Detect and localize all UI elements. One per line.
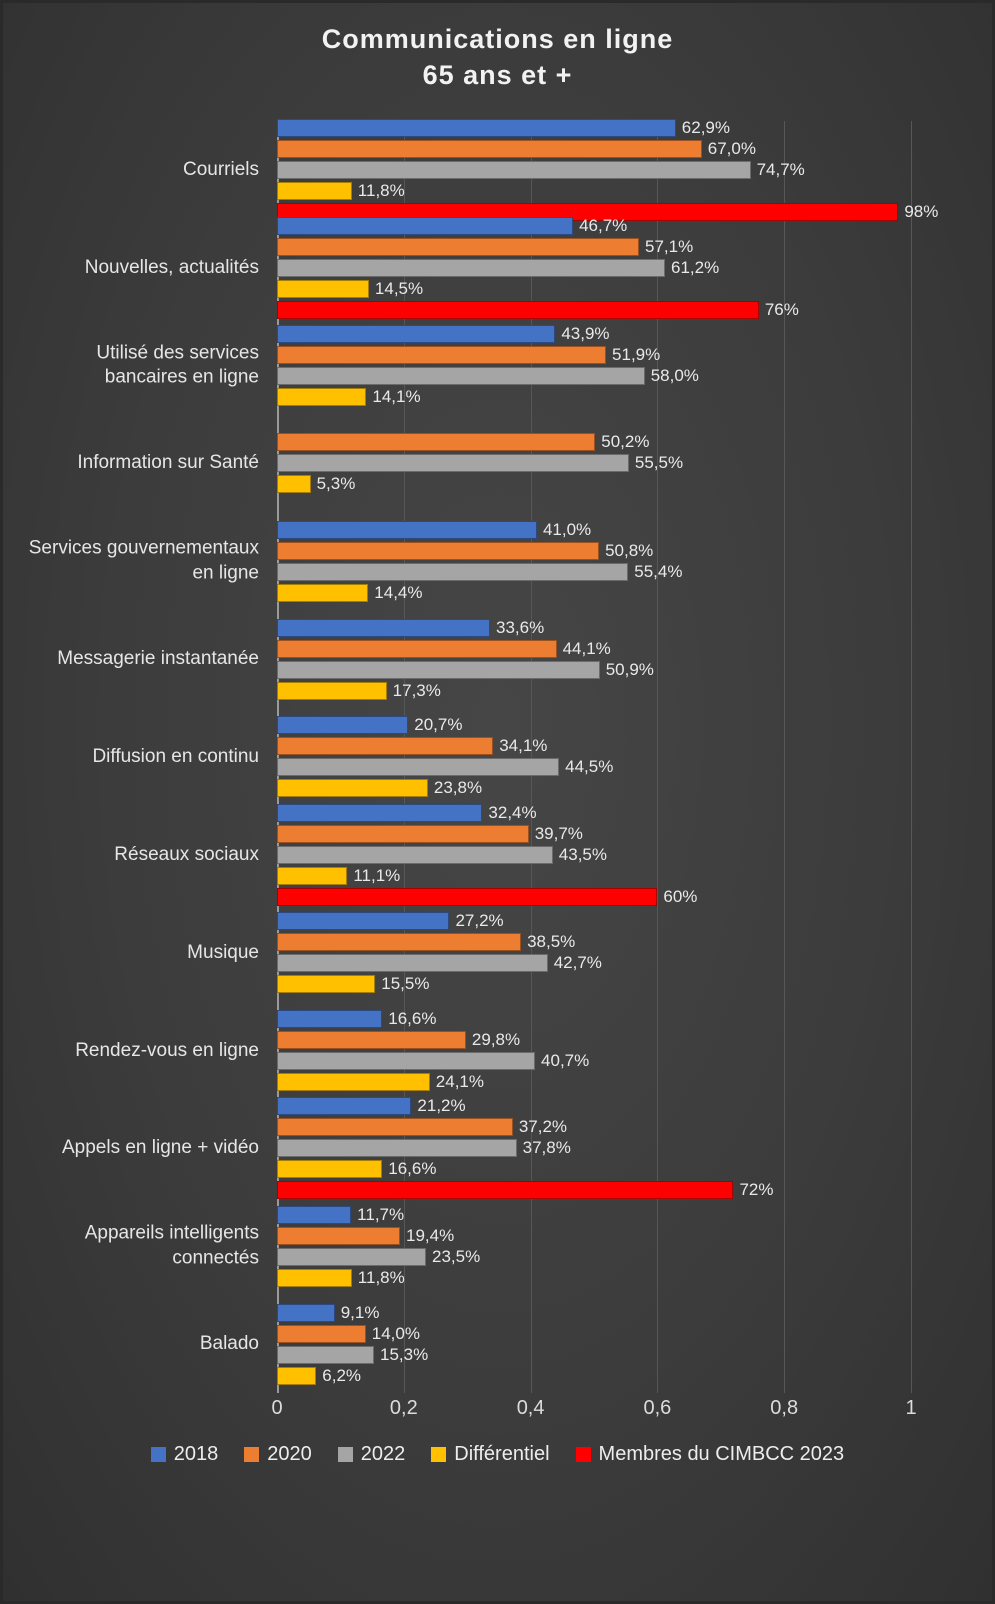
bar-value-label: 44,1%: [562, 638, 611, 658]
bar-value-label: 23,5%: [431, 1246, 481, 1266]
bar-value-label: 39,7%: [534, 823, 583, 843]
legend-swatch-icon: [244, 1447, 259, 1462]
bar-value-label: 11,8%: [357, 180, 405, 200]
bar-value-label: 15,3%: [380, 1344, 429, 1364]
bar-row: [277, 346, 911, 364]
bar-row: [277, 846, 911, 864]
bar-row: [277, 640, 911, 658]
bar-diff-rentiel: [277, 475, 311, 493]
bar-2020: [277, 1031, 466, 1049]
bar-value-label: 20,7%: [414, 715, 463, 735]
bar-row: [277, 825, 911, 843]
legend-item[interactable]: [244, 1443, 312, 1466]
category-group: [187, 904, 911, 1002]
bar-2018: [277, 325, 555, 343]
legend-swatch-icon: [431, 1447, 446, 1462]
category-label: Appels en ligne + vidéo: [61, 1137, 259, 1159]
bar-row: [277, 661, 911, 679]
bar-value-label: 55,4%: [634, 561, 683, 581]
bar-2020: [277, 433, 595, 451]
bar-row: [277, 1325, 911, 1343]
bar-row: [277, 954, 911, 972]
category-label: Rendez-vous en ligne: [75, 1039, 259, 1061]
bar-value-label: 17,3%: [392, 680, 441, 700]
bar-value-label: 43,5%: [558, 844, 607, 864]
bar-2022: [277, 1139, 517, 1157]
bar-value-label: 21,2%: [417, 1096, 466, 1116]
bar-value-label: 34,1%: [499, 736, 548, 756]
bar-2020: [277, 542, 599, 560]
bar-diff-rentiel: [277, 182, 352, 200]
bar-row: [277, 716, 911, 734]
bar-row: [277, 1139, 911, 1157]
bar-value-label: 76%: [764, 299, 799, 319]
bar-value-label: 29,8%: [471, 1030, 521, 1050]
bar-value-label: 5,3%: [316, 474, 356, 494]
bar-value-label: 11,1%: [353, 865, 401, 885]
bar-diff-rentiel: [277, 1367, 316, 1385]
bar-row: [277, 1367, 911, 1385]
bar-row: [277, 259, 911, 277]
bar-value-label: 50,8%: [605, 540, 654, 560]
bar-value-label: 33,6%: [496, 617, 545, 637]
legend-item[interactable]: [576, 1443, 845, 1466]
bar-value-label: 9,1%: [340, 1302, 380, 1322]
bar-value-label: 11,7%: [357, 1204, 405, 1224]
bar-2022: [277, 954, 548, 972]
category-label: Information sur Santé: [77, 452, 259, 474]
bar-row: [277, 140, 911, 158]
bar-diff-rentiel: [277, 867, 347, 885]
bar-value-label: 51,9%: [612, 345, 661, 365]
legend-item[interactable]: [431, 1443, 549, 1466]
bar-2022: [277, 846, 553, 864]
bar-row: [277, 182, 911, 200]
bar-row: [277, 1052, 911, 1070]
bar-2018: [277, 1206, 351, 1224]
bar-row: [277, 1073, 911, 1091]
legend-item[interactable]: [151, 1443, 219, 1466]
legend-label: Différentiel: [454, 1443, 550, 1465]
bar-value-label: 42,7%: [553, 953, 602, 973]
bar-row: [277, 737, 911, 755]
bar-2020: [277, 1325, 366, 1343]
bar-row: [277, 682, 911, 700]
bar-row: [277, 119, 911, 137]
bar-value-label: 40,7%: [541, 1051, 590, 1071]
bar-value-label: 6,2%: [322, 1365, 362, 1385]
bar-2018: [277, 1097, 411, 1115]
bar-value-label: 50,2%: [601, 432, 650, 452]
bar-value-label: 57,1%: [645, 236, 694, 256]
bar-row: [277, 1304, 911, 1322]
bar-value-label: 16,6%: [388, 1009, 437, 1029]
category-group: [28, 512, 911, 610]
category-group: [75, 1002, 911, 1100]
category-group: [182, 117, 939, 221]
bar-row: [277, 280, 911, 298]
x-axis-tick-label: 0: [271, 1397, 283, 1419]
bar-value-label: 50,9%: [605, 659, 654, 679]
bar-value-label: 58,0%: [650, 366, 699, 386]
x-axis-tick-label: 0,8: [770, 1397, 799, 1419]
bar-row: [277, 542, 911, 560]
bar-row: [277, 779, 911, 797]
bar-row: [277, 975, 911, 993]
bar-row: [277, 217, 911, 235]
bar-2018: [277, 1010, 382, 1028]
bar-value-label: 62,9%: [681, 117, 730, 137]
bar-value-label: 14,1%: [372, 387, 421, 407]
bar-value-label: 98%: [904, 201, 939, 221]
bar-2018: [277, 521, 537, 539]
bar-value-label: 55,5%: [634, 453, 684, 473]
legend-label: Membres du CIMBCC 2023: [598, 1443, 845, 1465]
bar-diff-rentiel: [277, 1073, 430, 1091]
bar-value-label: 74,7%: [756, 159, 805, 179]
bar-value-label: 46,7%: [579, 215, 628, 235]
category-label: Musique: [187, 941, 259, 963]
bar-row: [277, 433, 911, 451]
category-group: [84, 215, 911, 319]
bar-value-label: 23,8%: [433, 778, 483, 798]
bar-row: [277, 238, 911, 256]
bar-row: [277, 619, 911, 637]
bar-value-label: 16,6%: [388, 1159, 437, 1179]
bar-row: [277, 475, 911, 493]
bar-2022: [277, 161, 751, 179]
plot-area: [28, 117, 939, 1419]
bar-value-label: 60%: [663, 886, 698, 906]
bar-value-label: 72%: [739, 1180, 774, 1200]
x-axis-tick-label: 1: [905, 1397, 917, 1419]
bar-2022: [277, 563, 628, 581]
bar-2020: [277, 1227, 400, 1245]
bar-row: [277, 1031, 911, 1049]
bar-value-label: 24,1%: [435, 1072, 484, 1092]
bar-2022: [277, 1052, 535, 1070]
bar-value-label: 44,5%: [565, 757, 614, 777]
bar-value-label: 43,9%: [561, 324, 610, 344]
bar-row: [277, 758, 911, 776]
bar-row: [277, 1346, 911, 1364]
bar-row: [277, 1227, 911, 1245]
bar-row: [277, 563, 911, 581]
x-axis-tick-label: 0,6: [643, 1397, 672, 1419]
bar-2018: [277, 1304, 335, 1322]
category-group: [61, 1096, 911, 1200]
bar-2018: [277, 804, 482, 822]
bar-2022: [277, 661, 600, 679]
bar-row: [277, 804, 911, 822]
bar-2022: [277, 454, 629, 472]
bar-diff-rentiel: [277, 1160, 382, 1178]
category-group: [77, 415, 911, 513]
bar-row: [277, 867, 911, 885]
bar-row: [277, 454, 911, 472]
bar-2020: [277, 737, 493, 755]
bar-2020: [277, 825, 529, 843]
category-label: Réseaux sociaux: [114, 843, 259, 865]
bar-row: [277, 1206, 911, 1224]
category-label: Appareils intelligents connectés: [84, 1222, 259, 1269]
bar-2020: [277, 640, 557, 658]
category-label: Nouvelles, actualités: [84, 256, 259, 278]
bar-diff-rentiel: [277, 280, 369, 298]
x-axis-tick-label: 0,4: [516, 1397, 545, 1419]
bar-value-label: 61,2%: [671, 257, 720, 277]
legend-swatch-icon: [151, 1447, 166, 1462]
bar-diff-rentiel: [277, 1269, 352, 1287]
bar-2022: [277, 259, 665, 277]
category-label: Diffusion en continu: [92, 745, 259, 767]
bar-diff-rentiel: [277, 388, 366, 406]
x-axis-tick-label: 0,2: [389, 1397, 418, 1419]
legend-swatch-icon: [338, 1447, 353, 1462]
bar-value-label: 37,8%: [522, 1138, 571, 1158]
bar-2020: [277, 140, 702, 158]
bar-value-label: 37,2%: [518, 1117, 568, 1137]
bar-2018: [277, 716, 408, 734]
bar-row: [277, 367, 911, 385]
bar-row: [277, 521, 911, 539]
bar-value-label: 11,8%: [357, 1267, 405, 1287]
chart-subtitle: 65 ans et +: [422, 60, 573, 91]
bar-2020: [277, 1118, 513, 1136]
bar-diff-rentiel: [277, 584, 368, 602]
bar-value-label: 14,0%: [371, 1323, 420, 1343]
bar-2018: [277, 119, 676, 137]
bar-2022: [277, 1346, 374, 1364]
category-label: Balado: [199, 1332, 259, 1354]
bar-row: [277, 325, 911, 343]
bar-2018: [277, 912, 449, 930]
category-group: [96, 317, 911, 415]
bar-row: [277, 1097, 911, 1115]
bar-value-label: 32,4%: [488, 802, 537, 822]
bar-row: [277, 1160, 911, 1178]
category-label: Messagerie instantanée: [57, 647, 259, 669]
category-label: Utilisé des services bancaires en ligne: [96, 342, 259, 388]
bar-2018: [277, 619, 490, 637]
legend-label: 2018: [173, 1443, 219, 1465]
bar-row: [277, 1010, 911, 1028]
category-group: [84, 1197, 911, 1295]
bar-value-label: 38,5%: [527, 932, 576, 952]
bar-2018: [277, 217, 573, 235]
bar-2020: [277, 933, 521, 951]
category-group: [57, 610, 911, 708]
bar-value-label: 14,5%: [374, 278, 424, 298]
chart-legend: [3, 1443, 992, 1466]
legend-label: 2020: [267, 1443, 312, 1465]
bar-2020: [277, 346, 606, 364]
bar-2022: [277, 758, 559, 776]
legend-item[interactable]: [338, 1443, 406, 1466]
bar-row: [277, 1269, 911, 1287]
category-group: [92, 708, 911, 806]
category-label: Courriels: [182, 158, 259, 180]
bar-row: [277, 388, 911, 406]
bar-row: [277, 161, 911, 179]
bar-row: [277, 1118, 911, 1136]
category-group: [199, 1295, 911, 1393]
bar-value-label: 19,4%: [405, 1225, 455, 1245]
category-group: [114, 802, 911, 906]
bar-value-label: 27,2%: [455, 911, 504, 931]
gridline: [911, 121, 912, 1393]
bar-value-label: 67,0%: [707, 138, 756, 158]
chart-title-line1: Communications en ligne: [321, 24, 674, 54]
bar-diff-rentiel: [277, 975, 375, 993]
bar-row: [277, 1248, 911, 1266]
bar-2022: [277, 1248, 426, 1266]
bar-diff-rentiel: [277, 682, 387, 700]
legend-label: 2022: [360, 1443, 406, 1465]
chart-title: [3, 21, 992, 94]
bar-value-label: 14,4%: [374, 582, 423, 602]
bar-value-label: 15,5%: [381, 974, 430, 994]
category-label: Services gouvernementaux en ligne: [28, 537, 259, 584]
bar-value-label: 41,0%: [542, 519, 592, 539]
bar-row: [277, 584, 911, 602]
bar-2020: [277, 238, 639, 256]
bar-row: [277, 912, 911, 930]
bar-diff-rentiel: [277, 779, 428, 797]
bar-row: [277, 933, 911, 951]
bar-2022: [277, 367, 645, 385]
legend-swatch-icon: [576, 1447, 591, 1462]
